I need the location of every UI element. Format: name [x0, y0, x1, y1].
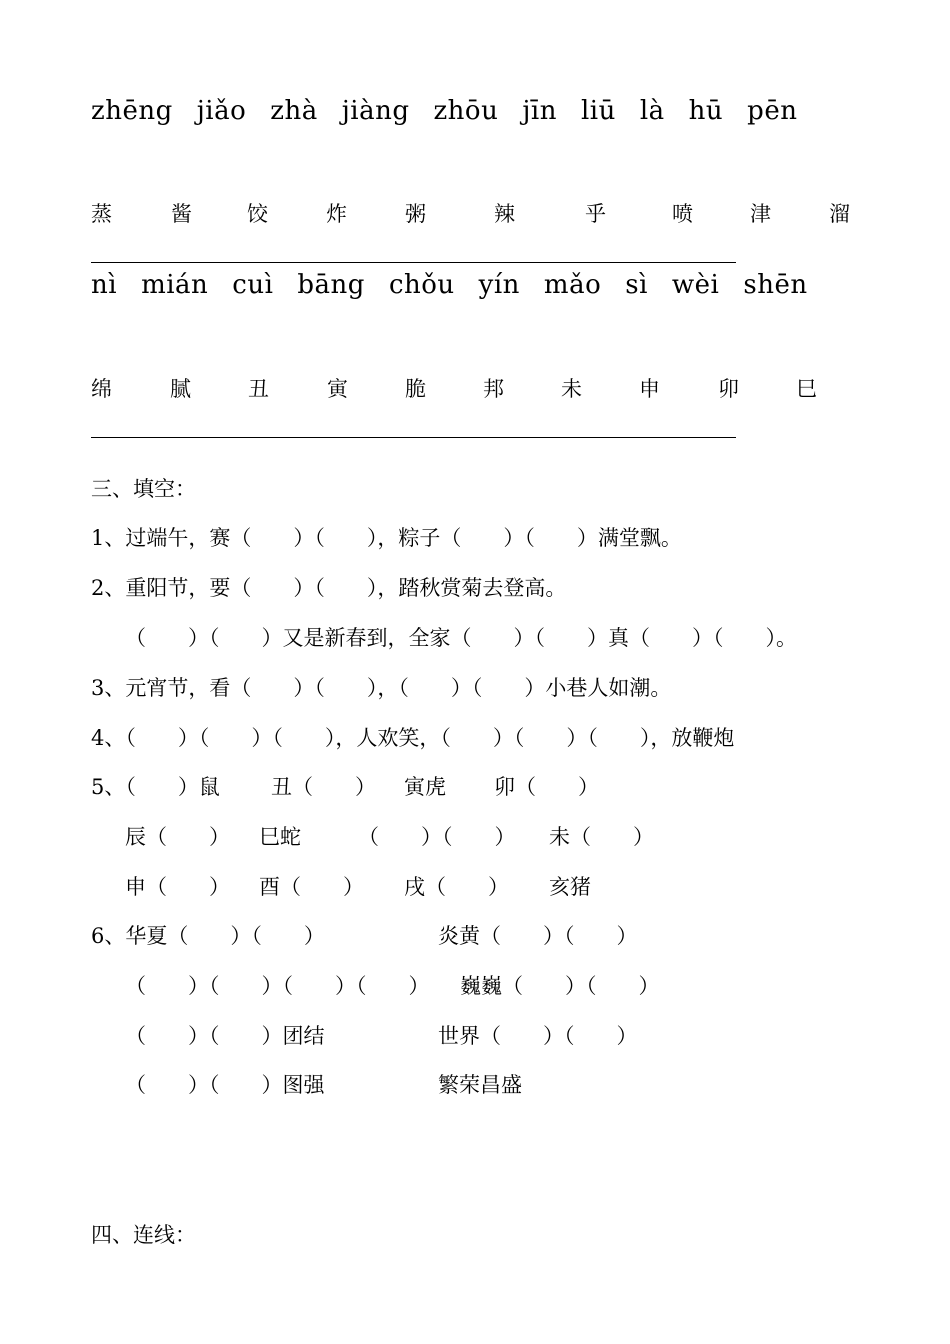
pinyin: sì	[625, 270, 648, 300]
idiom-item: 巍巍（ ）（ ）	[460, 974, 660, 998]
zodiac-item: 戌（ ）	[404, 875, 509, 899]
pinyin: jiǎo	[196, 96, 247, 126]
pinyin: mián	[141, 270, 209, 300]
pinyin: liū	[580, 96, 616, 126]
pinyin: wèi	[671, 270, 720, 300]
hanzi: 腻	[170, 377, 191, 401]
hanzi: 卯	[718, 377, 739, 401]
section-title: 三、填空：	[91, 477, 196, 501]
hanzi: 邦	[483, 377, 504, 401]
divider-line	[91, 437, 736, 438]
pinyin: yín	[478, 270, 520, 300]
zodiac-item: 5、（ ）鼠	[91, 775, 220, 799]
pinyin: zhōu	[433, 96, 499, 126]
hanzi: 未	[561, 377, 582, 401]
zodiac-item: 丑（ ）	[271, 775, 376, 799]
idiom-item: 繁荣昌盛	[438, 1073, 522, 1097]
zodiac-item: 申（ ）	[125, 875, 230, 899]
hanzi: 丑	[248, 377, 269, 401]
zodiac-item: 巳蛇	[259, 825, 301, 849]
hanzi: 饺	[247, 202, 268, 226]
idiom-item: 6、华夏（ ）（ ）	[91, 924, 325, 948]
hanzi: 酱	[171, 202, 192, 226]
fill-blank-line: 4、（ ）（ ）（ ），人欢笑，（ ）（ ）（ ），放鞭炮	[91, 726, 735, 750]
idiom-item: （ ）（ ）（ ）（ ）	[125, 974, 430, 998]
hanzi: 炸	[326, 202, 347, 226]
pinyin: jīn	[522, 96, 557, 126]
hanzi: 蒸	[91, 202, 112, 226]
section-title: 四、连线：	[91, 1223, 196, 1247]
fill-blank-line: 2、重阳节，要（ ）（ ），踏秋赏菊去登高。	[91, 576, 567, 600]
zodiac-item: 酉（ ）	[259, 875, 364, 899]
pinyin: cuì	[232, 270, 274, 300]
pinyin: hū	[688, 96, 724, 126]
idiom-item: （ ）（ ）团结	[125, 1024, 325, 1048]
zodiac-item: （ ）（ ）	[358, 825, 516, 849]
idiom-item: 世界（ ）（ ）	[438, 1024, 638, 1048]
pinyin: jiàng	[341, 96, 410, 126]
hanzi: 绵	[91, 377, 112, 401]
hanzi: 津	[750, 202, 771, 226]
pinyin: chǒu	[388, 270, 455, 300]
pinyin: mǎo	[543, 270, 602, 300]
zodiac-item: 辰（ ）	[125, 825, 230, 849]
zodiac-item: 未（ ）	[549, 825, 654, 849]
zodiac-item: 寅虎	[404, 775, 446, 799]
hanzi: 脆	[405, 377, 426, 401]
pinyin: pēn	[747, 96, 798, 126]
pinyin: zhà	[270, 96, 318, 126]
pinyin: nì	[91, 270, 118, 300]
pinyin-row-1	[91, 96, 821, 126]
fill-blank-line: 3、元宵节，看（ ）（ ），（ ）（ ）小巷人如潮。	[91, 676, 672, 700]
hanzi: 寅	[327, 377, 348, 401]
zodiac-item: 亥猪	[549, 875, 591, 899]
hanzi: 乎	[585, 202, 606, 226]
idiom-item: （ ）（ ）图强	[125, 1073, 325, 1097]
pinyin-row-2	[91, 270, 832, 300]
pinyin: bāng	[297, 270, 365, 300]
divider-line	[91, 262, 736, 263]
hanzi: 辣	[494, 202, 515, 226]
fill-blank-line: 1、过端午，赛（ ）（ ），粽子（ ）（ ）满堂飘。	[91, 526, 682, 550]
hanzi: 巳	[796, 377, 817, 401]
hanzi: 喷	[672, 202, 693, 226]
pinyin: shēn	[743, 270, 808, 300]
pinyin: zhēng	[91, 96, 173, 126]
fill-blank-line: （ ）（ ）又是新春到，全家（ ）（ ）真（ ）（ ）。	[125, 626, 797, 650]
pinyin: là	[639, 96, 665, 126]
hanzi: 申	[639, 377, 660, 401]
idiom-item: 炎黄（ ）（ ）	[438, 924, 638, 948]
zodiac-item: 卯（ ）	[494, 775, 599, 799]
hanzi: 溜	[829, 202, 850, 226]
hanzi: 粥	[405, 202, 426, 226]
